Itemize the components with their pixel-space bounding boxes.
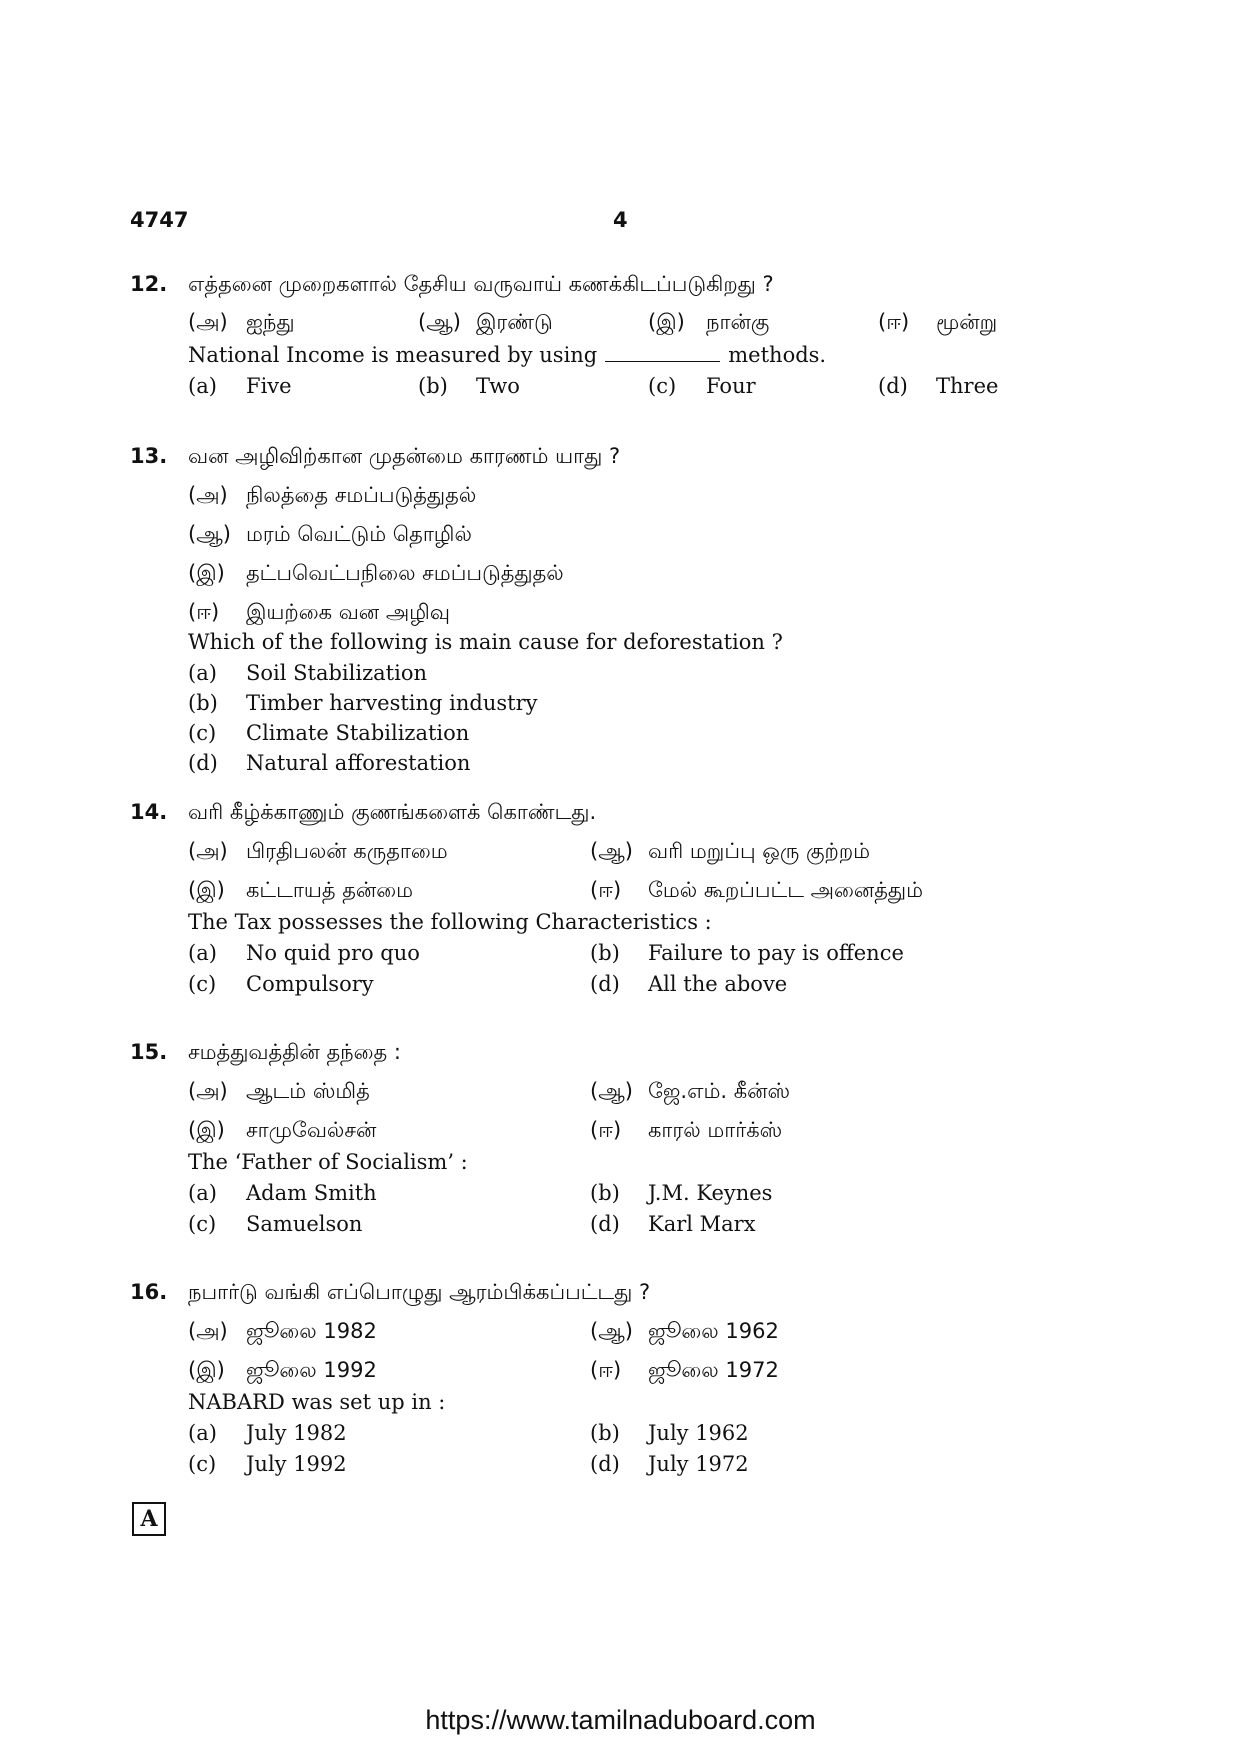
option-english-d: (d) All the above xyxy=(590,972,788,996)
option-tamil-3: (இ) தட்பவெட்பநிலை சமப்படுத்துதல் xyxy=(188,561,564,585)
option-tamil-3: (இ) கட்டாயத் தன்மை xyxy=(188,878,414,902)
question-text-english: National Income is measured by using methods. xyxy=(188,343,827,367)
option-english-d: (d) July 1972 xyxy=(590,1452,749,1476)
option-english-d: (d) Natural afforestation xyxy=(188,751,471,775)
option-tamil-2: (ஆ) வரி மறுப்பு ஒரு குற்றம் xyxy=(590,839,871,863)
question-text-tamil: சமத்துவத்தின் தந்தை : xyxy=(188,1040,401,1064)
option-tamil-2: (ஆ) ஜூலை 1962 xyxy=(590,1319,779,1343)
option-tamil-1: (அ) ஆடம் ஸ்மித் xyxy=(188,1079,370,1103)
question-text-english: The ‘Father of Socialism’ : xyxy=(188,1150,468,1174)
question-text-tamil: நபார்டு வங்கி எப்பொழுது ஆரம்பிக்கப்பட்டது ? xyxy=(188,1280,651,1304)
question-paper-code: 4747 xyxy=(130,208,189,232)
option-tamil-3: (இ) ஜூலை 1992 xyxy=(188,1358,377,1382)
option-tamil-3: (இ) நான்கு xyxy=(648,310,770,334)
option-tamil-1: (அ) ஐந்து xyxy=(188,310,295,334)
question-text-tamil: எத்தனை முறைகளால் தேசிய வருவாய் கணக்கிடப்படுகிறது ? xyxy=(188,272,774,296)
option-english-d: (d) Karl Marx xyxy=(590,1212,756,1236)
option-english-d: (d) Three xyxy=(878,374,999,398)
option-tamil-1: (அ) ஜூலை 1982 xyxy=(188,1319,377,1343)
option-tamil-2: (ஆ) மரம் வெட்டும் தொழில் xyxy=(188,522,472,546)
booklet-series-box: A xyxy=(132,1502,166,1536)
option-english-c: (c) Four xyxy=(648,374,756,398)
question-number: 16. xyxy=(130,1280,168,1304)
option-english-a: (a) Five xyxy=(188,374,292,398)
option-english-b: (b) Timber harvesting industry xyxy=(188,691,538,715)
option-tamil-4: (ஈ) காரல் மார்க்ஸ் xyxy=(590,1118,783,1142)
option-tamil-4: (ஈ) ஜூலை 1972 xyxy=(590,1358,779,1382)
question-number: 15. xyxy=(130,1040,168,1064)
option-english-a: (a) No quid pro quo xyxy=(188,941,420,965)
option-english-c: (c) July 1992 xyxy=(188,1452,347,1476)
option-english-b: (b) J.M. Keynes xyxy=(590,1181,773,1205)
question-text-english: NABARD was set up in : xyxy=(188,1390,446,1414)
option-english-a: (a) Adam Smith xyxy=(188,1181,377,1205)
fill-in-blank xyxy=(605,361,720,362)
option-tamil-2: (ஆ) இரண்டு xyxy=(418,310,553,334)
option-tamil-1: (அ) பிரதிபலன் கருதாமை xyxy=(188,839,448,863)
option-english-a: (a) July 1982 xyxy=(188,1421,347,1445)
option-english-c: (c) Climate Stabilization xyxy=(188,721,470,745)
footer-url: https://www.tamilnaduboard.com xyxy=(425,1705,816,1735)
option-english-c: (c) Samuelson xyxy=(188,1212,363,1236)
option-tamil-2: (ஆ) ஜே.எம். கீன்ஸ் xyxy=(590,1079,791,1103)
option-tamil-4: (ஈ) மேல் கூறப்பட்ட அனைத்தும் xyxy=(590,878,923,902)
option-english-c: (c) Compulsory xyxy=(188,972,374,996)
option-english-b: (b) July 1962 xyxy=(590,1421,749,1445)
option-english-b: (b) Failure to pay is offence xyxy=(590,941,904,965)
option-tamil-4: (ஈ) மூன்று xyxy=(878,310,998,334)
question-number: 12. xyxy=(130,272,168,296)
option-english-b: (b) Two xyxy=(418,374,520,398)
page-number: 4 xyxy=(613,208,628,232)
option-tamil-1: (அ) நிலத்தை சமப்படுத்துதல் xyxy=(188,483,477,507)
question-text-english: Which of the following is main cause for deforestation ? xyxy=(188,630,783,654)
question-number: 13. xyxy=(130,444,168,468)
option-english-a: (a) Soil Stabilization xyxy=(188,661,427,685)
question-text-english: The Tax possesses the following Characteristics : xyxy=(188,910,712,934)
question-text-tamil: வன அழிவிற்கான முதன்மை காரணம் யாது ? xyxy=(188,444,621,468)
option-tamil-4: (ஈ) இயற்கை வன அழிவு xyxy=(188,600,450,624)
question-number: 14. xyxy=(130,800,168,824)
option-tamil-3: (இ) சாமுவேல்சன் xyxy=(188,1118,377,1142)
question-text-tamil: வரி கீழ்க்காணும் குணங்களைக் கொண்டது. xyxy=(188,800,597,824)
